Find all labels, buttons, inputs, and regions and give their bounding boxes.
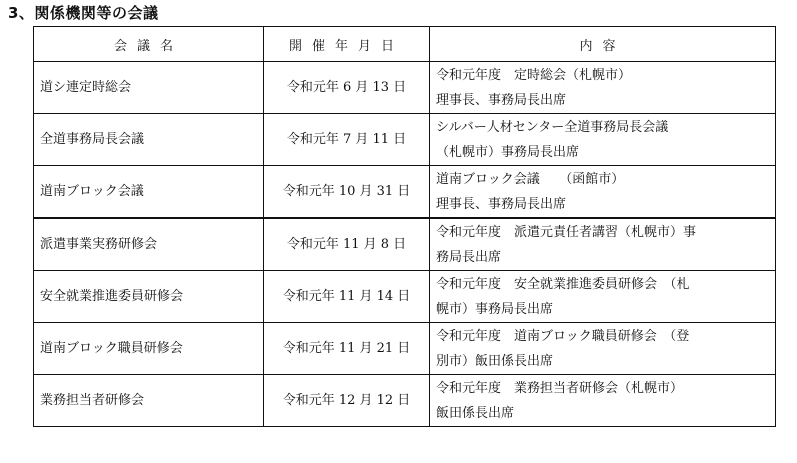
meeting-name-cell: 業務担当者研修会 [34, 375, 264, 427]
meeting-name-cell: 派遣事業実務研修会 [34, 218, 264, 271]
content-line: シルバー人材センター全道事務局長会議 [436, 119, 669, 135]
content-line: 令和元年度 定時総会（札幌市） [436, 67, 632, 83]
table-row [34, 375, 776, 427]
table-row [34, 114, 776, 166]
content-line: 令和元年度 派遣元責任者講習（札幌市）事 [436, 224, 697, 240]
content-line: 道南ブロック会議 （函館市） [436, 171, 625, 187]
table-row [34, 323, 776, 375]
meeting-name-cell: 道シ連定時総会 [34, 62, 264, 114]
meeting-date-cell: 令和元年 10 月 31 日 [264, 166, 430, 219]
meeting-date-cell: 令和元年 12 月 12 日 [264, 375, 430, 427]
content-line: 理事長、事務局長出席 [436, 92, 567, 108]
header-content: 内容 [430, 27, 776, 62]
table-header-row [34, 27, 776, 62]
meeting-content-cell [430, 62, 776, 114]
meeting-date-cell: 令和元年 7 月 11 日 [264, 114, 430, 166]
meeting-content-cell [430, 375, 776, 427]
content-line: 務局長出席 [436, 249, 502, 265]
table-row [34, 271, 776, 323]
content-line: 理事長、事務局長出席 [436, 196, 567, 212]
content-line: 令和元年度 安全就業推進委員研修会 （札 [436, 276, 690, 292]
table-row [34, 218, 776, 271]
table-row [34, 62, 776, 114]
content-line: 幌市）事務局長出席 [436, 301, 554, 317]
meeting-name-cell: 全道事務局長会議 [34, 114, 264, 166]
content-line: 令和元年度 業務担当者研修会（札幌市） [436, 380, 684, 396]
header-date: 開催年月日 [264, 27, 430, 62]
section-heading: 3、関係機関等の会議 [8, 4, 159, 22]
content-line: 令和元年度 道南ブロック職員研修会 （登 [436, 328, 690, 344]
meeting-date-cell: 令和元年 11 月 14 日 [264, 271, 430, 323]
meeting-content-cell [430, 271, 776, 323]
table-row [34, 166, 776, 219]
meeting-name-cell: 安全就業推進委員研修会 [34, 271, 264, 323]
meeting-date-cell: 令和元年 6 月 13 日 [264, 62, 430, 114]
content-line: 別市）飯田係長出席 [436, 353, 554, 369]
meeting-content-cell [430, 218, 776, 271]
meeting-content-cell [430, 114, 776, 166]
meeting-content-cell [430, 166, 776, 219]
meeting-name-cell: 道南ブロック会議 [34, 166, 264, 219]
content-line: 飯田係長出席 [436, 405, 515, 421]
meeting-date-cell: 令和元年 11 月 8 日 [264, 218, 430, 271]
content-line: （札幌市）事務局長出席 [436, 144, 580, 160]
meeting-date-cell: 令和元年 11 月 21 日 [264, 323, 430, 375]
meetings-table [33, 26, 776, 427]
meeting-name-cell: 道南ブロック職員研修会 [34, 323, 264, 375]
meeting-content-cell [430, 323, 776, 375]
header-meeting-name: 会議名 [34, 27, 264, 62]
